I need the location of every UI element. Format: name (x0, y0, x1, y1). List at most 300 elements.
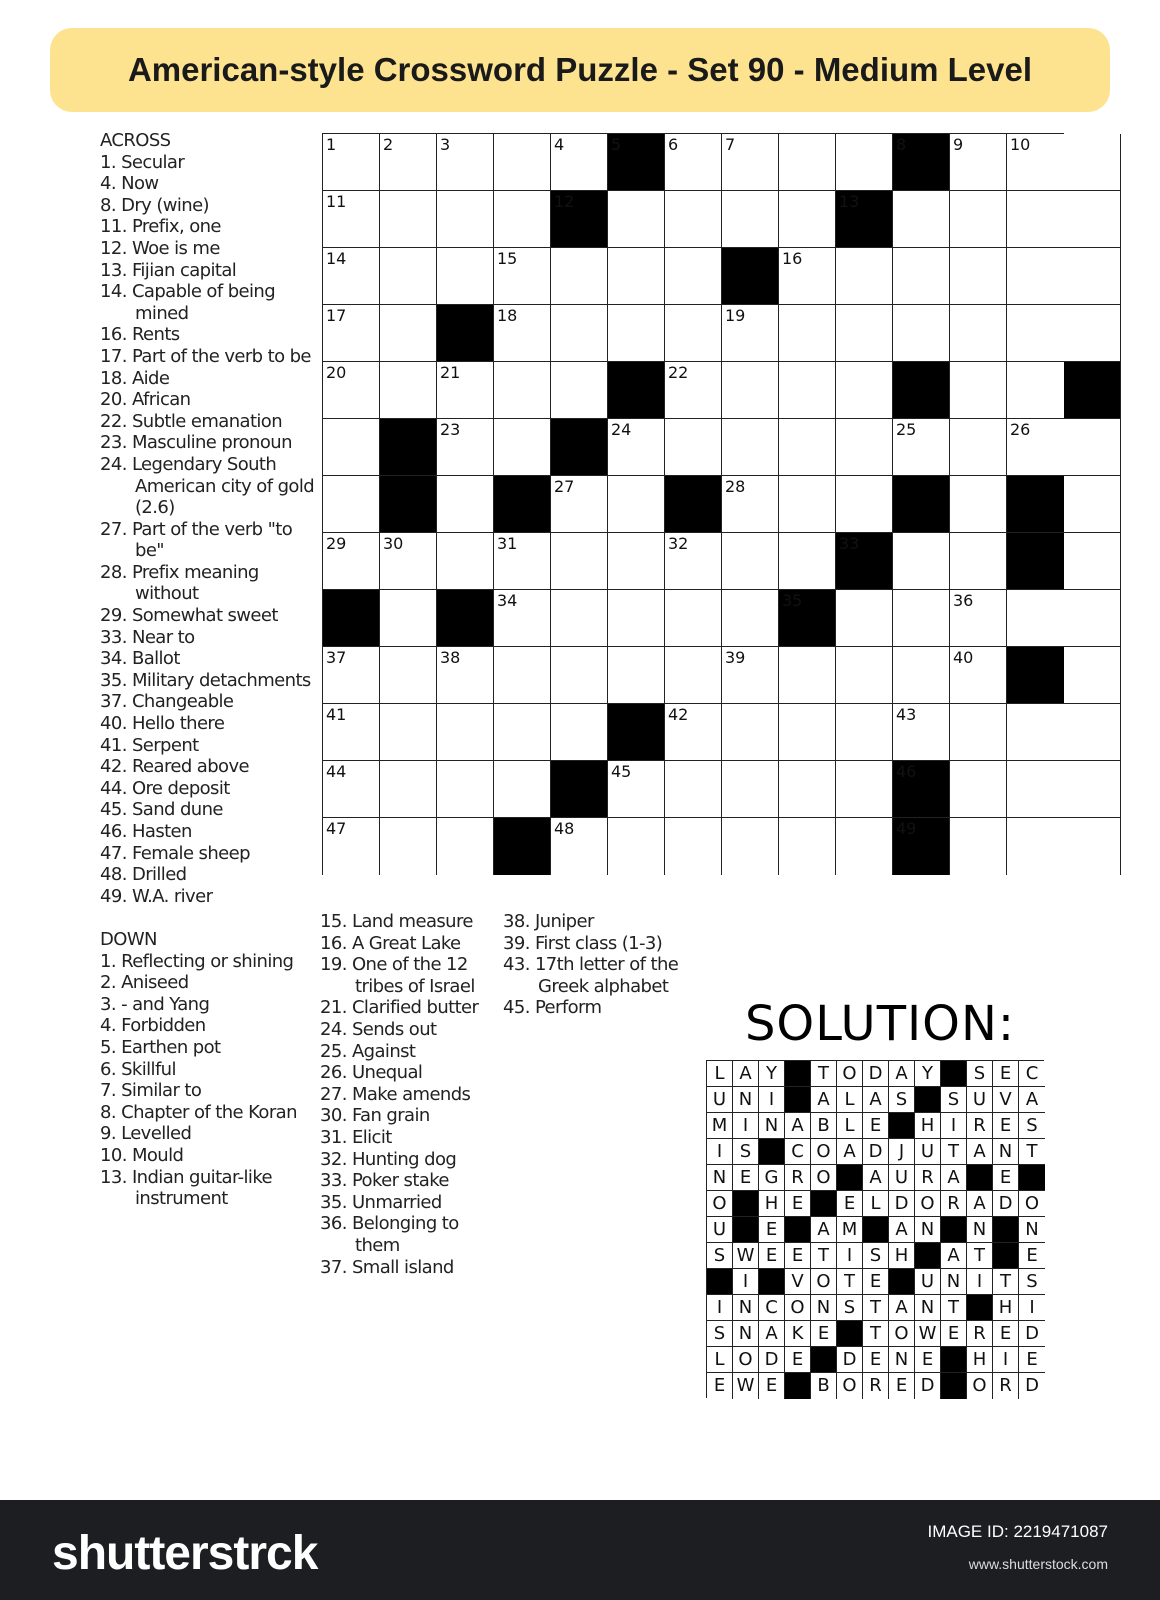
grid-cell[interactable] (437, 704, 494, 761)
grid-cell[interactable] (1007, 590, 1064, 647)
clue-number: 21 (440, 363, 461, 382)
solution-letter: U (707, 1217, 733, 1243)
grid-cell[interactable] (836, 704, 893, 761)
grid-cell[interactable] (1007, 248, 1064, 305)
solution-letter: E (837, 1191, 863, 1217)
grid-cell[interactable] (551, 818, 608, 875)
grid-cell[interactable] (950, 818, 1007, 875)
grid-cell[interactable] (323, 704, 380, 761)
solution-letter: N (941, 1269, 967, 1295)
across-clue: 8. Dry (wine) (100, 194, 209, 216)
grid-cell[interactable] (950, 362, 1007, 419)
grid-cell[interactable] (1007, 134, 1064, 191)
grid-cell[interactable] (665, 191, 722, 248)
grid-cell[interactable] (836, 761, 893, 818)
across-clue: 20. African (100, 389, 191, 411)
grid-cell[interactable] (1007, 362, 1064, 419)
grid-block (551, 419, 608, 476)
grid-cell[interactable] (950, 191, 1007, 248)
grid-cell[interactable] (1064, 191, 1121, 248)
grid-cell[interactable] (779, 305, 836, 362)
across-clue: 42. Reared above (100, 756, 249, 778)
grid-cell[interactable] (608, 533, 665, 590)
clue-column-1 (100, 130, 315, 1210)
grid-cell[interactable] (1064, 761, 1121, 818)
grid-cell[interactable] (779, 419, 836, 476)
grid-cell[interactable] (722, 647, 779, 704)
grid-cell[interactable] (1007, 761, 1064, 818)
grid-cell[interactable] (494, 533, 551, 590)
solution-letter: E (993, 1165, 1019, 1191)
solution-letter: T (967, 1243, 993, 1269)
grid-cell[interactable] (551, 647, 608, 704)
clue-number: 8 (896, 135, 907, 154)
clue-number: 33 (839, 534, 860, 553)
grid-cell[interactable] (437, 647, 494, 704)
grid-cell[interactable] (665, 590, 722, 647)
clue-number: 20 (326, 363, 347, 382)
grid-cell[interactable] (722, 305, 779, 362)
grid-cell[interactable] (893, 647, 950, 704)
grid-cell[interactable] (665, 419, 722, 476)
grid-cell[interactable] (608, 476, 665, 533)
grid-block (380, 419, 437, 476)
down-clue: 15. Land measure (320, 911, 473, 932)
grid-cell[interactable] (494, 419, 551, 476)
grid-cell[interactable] (665, 761, 722, 818)
clue-number: 26 (1010, 420, 1031, 439)
grid-cell[interactable] (665, 647, 722, 704)
solution-letter: O (889, 1321, 915, 1347)
grid-cell[interactable] (323, 134, 380, 191)
grid-cell[interactable] (779, 134, 836, 191)
down-clue: 6. Skillful (100, 1058, 176, 1080)
solution-letter: S (707, 1321, 733, 1347)
clue-number: 35 (782, 591, 803, 610)
solution-letter: A (1019, 1087, 1045, 1113)
grid-block (608, 362, 665, 419)
grid-cell[interactable] (893, 248, 950, 305)
solution-letter: T (837, 1269, 863, 1295)
solution-letter: W (733, 1243, 759, 1269)
clue-number: 32 (668, 534, 689, 553)
solution-block (889, 1113, 915, 1139)
clue-number: 22 (668, 363, 689, 382)
grid-cell[interactable] (950, 134, 1007, 191)
solution-letter: T (941, 1139, 967, 1165)
grid-cell[interactable] (1007, 419, 1064, 476)
grid-cell[interactable] (380, 362, 437, 419)
grid-cell[interactable] (437, 476, 494, 533)
across-clue: 35. Military detachments (100, 669, 311, 691)
grid-cell[interactable] (1064, 590, 1121, 647)
grid-cell[interactable] (1064, 476, 1121, 533)
grid-cell[interactable] (380, 248, 437, 305)
solution-letter: E (785, 1191, 811, 1217)
grid-cell[interactable] (950, 305, 1007, 362)
grid-block (551, 761, 608, 818)
grid-cell[interactable] (551, 305, 608, 362)
solution-block (785, 1087, 811, 1113)
grid-cell[interactable] (665, 818, 722, 875)
grid-cell[interactable] (380, 647, 437, 704)
grid-cell[interactable] (608, 305, 665, 362)
grid-cell[interactable] (323, 191, 380, 248)
grid-cell[interactable] (380, 761, 437, 818)
solution-letter: G (759, 1165, 785, 1191)
across-clue: 1. Secular (100, 151, 185, 173)
grid-cell[interactable] (551, 590, 608, 647)
grid-block (836, 191, 893, 248)
grid-cell[interactable] (779, 647, 836, 704)
solution-block (941, 1061, 967, 1087)
image-id-label: IMAGE ID: 2219471087 (927, 1522, 1108, 1541)
solution-letter: C (785, 1139, 811, 1165)
clue-number: 47 (326, 819, 347, 838)
grid-cell[interactable] (893, 590, 950, 647)
grid-cell[interactable] (665, 305, 722, 362)
grid-cell[interactable] (950, 590, 1007, 647)
solution-letter: O (967, 1373, 993, 1399)
solution-letter: H (967, 1347, 993, 1373)
solution-letter: U (915, 1139, 941, 1165)
clue-number: 23 (440, 420, 461, 439)
grid-cell[interactable] (836, 248, 893, 305)
brand-logo: shutterstrck (52, 1527, 318, 1580)
solution-letter: O (707, 1191, 733, 1217)
across-clue: 22. Subtle emanation (100, 410, 283, 432)
grid-cell[interactable] (323, 647, 380, 704)
solution-letter: E (785, 1243, 811, 1269)
solution-letter: A (863, 1087, 889, 1113)
solution-letter: S (1019, 1269, 1045, 1295)
solution-letter: D (759, 1347, 785, 1373)
grid-cell[interactable] (722, 419, 779, 476)
grid-cell[interactable] (1064, 704, 1121, 761)
grid-cell[interactable] (836, 134, 893, 191)
grid-cell[interactable] (779, 818, 836, 875)
grid-cell[interactable] (1007, 191, 1064, 248)
grid-cell[interactable] (380, 533, 437, 590)
grid-cell[interactable] (836, 419, 893, 476)
down-clue: 26. Unequal (320, 1062, 423, 1084)
clue-number: 29 (326, 534, 347, 553)
grid-cell[interactable] (437, 533, 494, 590)
grid-cell[interactable] (494, 647, 551, 704)
grid-cell[interactable] (494, 305, 551, 362)
grid-cell[interactable] (551, 533, 608, 590)
grid-cell[interactable] (665, 704, 722, 761)
clue-number: 43 (896, 705, 917, 724)
solution-letter: A (759, 1321, 785, 1347)
grid-block (779, 590, 836, 647)
clue-number: 25 (896, 420, 917, 439)
solution-letter: N (733, 1087, 759, 1113)
solution-letter: I (967, 1269, 993, 1295)
solution-letter: N (915, 1295, 941, 1321)
across-clue: 14. Capable of being mined (100, 281, 276, 324)
grid-cell[interactable] (722, 590, 779, 647)
grid-cell[interactable] (836, 590, 893, 647)
grid-block (494, 476, 551, 533)
grid-cell[interactable] (722, 818, 779, 875)
solution-letter: R (863, 1373, 889, 1399)
down-clue: 5. Earthen pot (100, 1036, 221, 1058)
solution-letter: O (915, 1191, 941, 1217)
solution-letter: T (863, 1295, 889, 1321)
grid-cell[interactable] (437, 134, 494, 191)
grid-cell[interactable] (1007, 818, 1064, 875)
grid-cell[interactable] (494, 590, 551, 647)
grid-cell[interactable] (551, 362, 608, 419)
grid-cell[interactable] (893, 533, 950, 590)
grid-cell[interactable] (380, 191, 437, 248)
grid-cell[interactable] (722, 533, 779, 590)
solution-letter: N (967, 1217, 993, 1243)
grid-cell[interactable] (323, 305, 380, 362)
grid-cell[interactable] (1064, 305, 1121, 362)
grid-cell[interactable] (836, 476, 893, 533)
solution-letter: U (915, 1269, 941, 1295)
grid-cell[interactable] (437, 419, 494, 476)
solution-letter: T (941, 1295, 967, 1321)
grid-cell[interactable] (722, 704, 779, 761)
solution-letter: R (993, 1373, 1019, 1399)
grid-cell[interactable] (893, 305, 950, 362)
grid-cell[interactable] (380, 305, 437, 362)
solution-letter: N (707, 1165, 733, 1191)
grid-cell[interactable] (494, 134, 551, 191)
title-banner (50, 28, 1110, 112)
grid-cell[interactable] (665, 134, 722, 191)
grid-cell[interactable] (1064, 647, 1121, 704)
grid-cell[interactable] (836, 305, 893, 362)
clue-number: 6 (668, 135, 679, 154)
solution-letter: D (889, 1191, 915, 1217)
clue-number: 36 (953, 591, 974, 610)
down-clue: 43. 17th letter of the Greek alphabet (503, 954, 679, 997)
grid-cell[interactable] (665, 362, 722, 419)
grid-cell[interactable] (551, 704, 608, 761)
solution-letter: T (1019, 1139, 1045, 1165)
grid-cell[interactable] (893, 419, 950, 476)
down-clue: 13. Indian guitar-like instrument (100, 1166, 272, 1210)
grid-cell[interactable] (722, 134, 779, 191)
grid-cell[interactable] (380, 134, 437, 191)
clue-number: 15 (497, 249, 518, 268)
solution-letter: I (837, 1243, 863, 1269)
grid-cell[interactable] (836, 818, 893, 875)
grid-cell[interactable] (608, 647, 665, 704)
down-clue: 35. Unmarried (320, 1191, 442, 1213)
solution-letter: E (1019, 1243, 1045, 1269)
grid-cell[interactable] (722, 761, 779, 818)
grid-cell[interactable] (779, 476, 836, 533)
grid-cell[interactable] (950, 761, 1007, 818)
solution-letter: D (1019, 1321, 1045, 1347)
grid-cell[interactable] (608, 761, 665, 818)
solution-letter: U (967, 1087, 993, 1113)
solution-letter: M (837, 1217, 863, 1243)
across-clue: 4. Now (100, 173, 159, 195)
grid-cell[interactable] (1064, 533, 1121, 590)
grid-cell[interactable] (494, 704, 551, 761)
grid-block (1064, 362, 1121, 419)
grid-cell[interactable] (437, 761, 494, 818)
grid-block (1007, 533, 1064, 590)
grid-cell[interactable] (1007, 305, 1064, 362)
clue-number: 45 (611, 762, 632, 781)
grid-cell[interactable] (608, 419, 665, 476)
grid-cell[interactable] (551, 134, 608, 191)
solution-block (967, 1165, 993, 1191)
grid-cell[interactable] (950, 248, 1007, 305)
grid-cell[interactable] (950, 647, 1007, 704)
solution-letter: O (811, 1139, 837, 1165)
solution-letter: N (759, 1113, 785, 1139)
clue-number: 5 (611, 135, 622, 154)
solution-letter: C (1019, 1061, 1045, 1087)
clue-number: 4 (554, 135, 565, 154)
grid-cell[interactable] (551, 476, 608, 533)
grid-cell[interactable] (779, 533, 836, 590)
down-clue: 39. First class (1-3) (503, 932, 663, 954)
solution-letter: R (941, 1191, 967, 1217)
grid-cell[interactable] (551, 248, 608, 305)
grid-cell[interactable] (950, 476, 1007, 533)
solution-block (967, 1295, 993, 1321)
grid-cell[interactable] (1064, 134, 1121, 191)
grid-cell[interactable] (608, 191, 665, 248)
grid-cell[interactable] (323, 761, 380, 818)
solution-letter: A (811, 1087, 837, 1113)
solution-block (915, 1243, 941, 1269)
solution-letter: O (837, 1373, 863, 1399)
grid-cell[interactable] (779, 362, 836, 419)
grid-cell[interactable] (323, 362, 380, 419)
across-clue: 27. Part of the verb "to be" (100, 518, 293, 562)
grid-cell[interactable] (1007, 704, 1064, 761)
grid-cell[interactable] (950, 533, 1007, 590)
down-clue: 21. Clarified butter (320, 997, 479, 1019)
clue-number: 2 (383, 135, 394, 154)
solution-letter: E (759, 1373, 785, 1399)
solution-letter: S (707, 1243, 733, 1269)
solution-letter: B (811, 1113, 837, 1139)
grid-cell[interactable] (380, 818, 437, 875)
grid-cell[interactable] (494, 248, 551, 305)
clue-number: 18 (497, 306, 518, 325)
grid-cell[interactable] (1064, 818, 1121, 875)
grid-cell[interactable] (893, 191, 950, 248)
across-clue: 18. Aide (100, 367, 170, 389)
clue-number: 24 (611, 420, 632, 439)
solution-letter: T (993, 1269, 1019, 1295)
grid-cell[interactable] (608, 248, 665, 305)
clue-number: 12 (554, 192, 575, 211)
grid-cell[interactable] (950, 704, 1007, 761)
clue-number: 48 (554, 819, 575, 838)
grid-cell[interactable] (323, 533, 380, 590)
grid-cell[interactable] (323, 419, 380, 476)
across-clue: 44. Ore deposit (100, 777, 230, 799)
grid-cell[interactable] (893, 704, 950, 761)
grid-cell[interactable] (380, 590, 437, 647)
grid-cell[interactable] (779, 704, 836, 761)
solution-letter: M (707, 1113, 733, 1139)
solution-letter: A (967, 1139, 993, 1165)
grid-cell[interactable] (665, 533, 722, 590)
grid-cell[interactable] (608, 818, 665, 875)
solution-block (785, 1217, 811, 1243)
grid-cell[interactable] (437, 818, 494, 875)
clue-number: 10 (1010, 135, 1031, 154)
grid-cell[interactable] (437, 362, 494, 419)
grid-block (494, 818, 551, 875)
grid-block (608, 134, 665, 191)
grid-block (551, 191, 608, 248)
grid-cell[interactable] (380, 704, 437, 761)
grid-cell[interactable] (722, 191, 779, 248)
grid-block (893, 134, 950, 191)
down-clue: 3. - and Yang (100, 993, 210, 1015)
solution-letter: L (837, 1113, 863, 1139)
grid-cell[interactable] (437, 191, 494, 248)
footer-bar (0, 1500, 1160, 1600)
solution-letter: A (811, 1217, 837, 1243)
solution-letter: D (837, 1347, 863, 1373)
grid-cell[interactable] (665, 248, 722, 305)
grid-cell[interactable] (437, 248, 494, 305)
grid-cell[interactable] (494, 191, 551, 248)
down-clue: 33. Poker stake (320, 1170, 449, 1192)
solution-letter: Y (915, 1061, 941, 1087)
solution-block (811, 1191, 837, 1217)
solution-letter: T (863, 1321, 889, 1347)
grid-cell[interactable] (323, 818, 380, 875)
solution-title: SOLUTION: (744, 996, 1016, 1052)
down-clue: 4. Forbidden (100, 1015, 206, 1037)
across-clue: 33. Near to (100, 626, 195, 648)
solution-letter: I (759, 1087, 785, 1113)
solution-letter: E (863, 1347, 889, 1373)
grid-cell[interactable] (494, 761, 551, 818)
down-clue: 24. Sends out (320, 1018, 437, 1040)
grid-cell[interactable] (779, 761, 836, 818)
grid-cell[interactable] (608, 590, 665, 647)
grid-cell[interactable] (1064, 419, 1121, 476)
grid-cell[interactable] (722, 476, 779, 533)
grid-cell[interactable] (323, 248, 380, 305)
grid-cell[interactable] (950, 419, 1007, 476)
clue-number: 16 (782, 249, 803, 268)
solution-letter: N (811, 1295, 837, 1321)
grid-cell[interactable] (722, 362, 779, 419)
grid-cell[interactable] (779, 248, 836, 305)
grid-cell[interactable] (779, 191, 836, 248)
grid-cell[interactable] (836, 647, 893, 704)
clue-number: 31 (497, 534, 518, 553)
grid-cell[interactable] (836, 362, 893, 419)
solution-block (1019, 1165, 1045, 1191)
grid-cell[interactable] (1064, 248, 1121, 305)
across-clue: 29. Somewhat sweet (100, 605, 278, 627)
grid-cell[interactable] (323, 476, 380, 533)
solution-letter: N (889, 1347, 915, 1373)
solution-letter: E (993, 1061, 1019, 1087)
grid-cell[interactable] (494, 362, 551, 419)
clue-number: 17 (326, 306, 347, 325)
